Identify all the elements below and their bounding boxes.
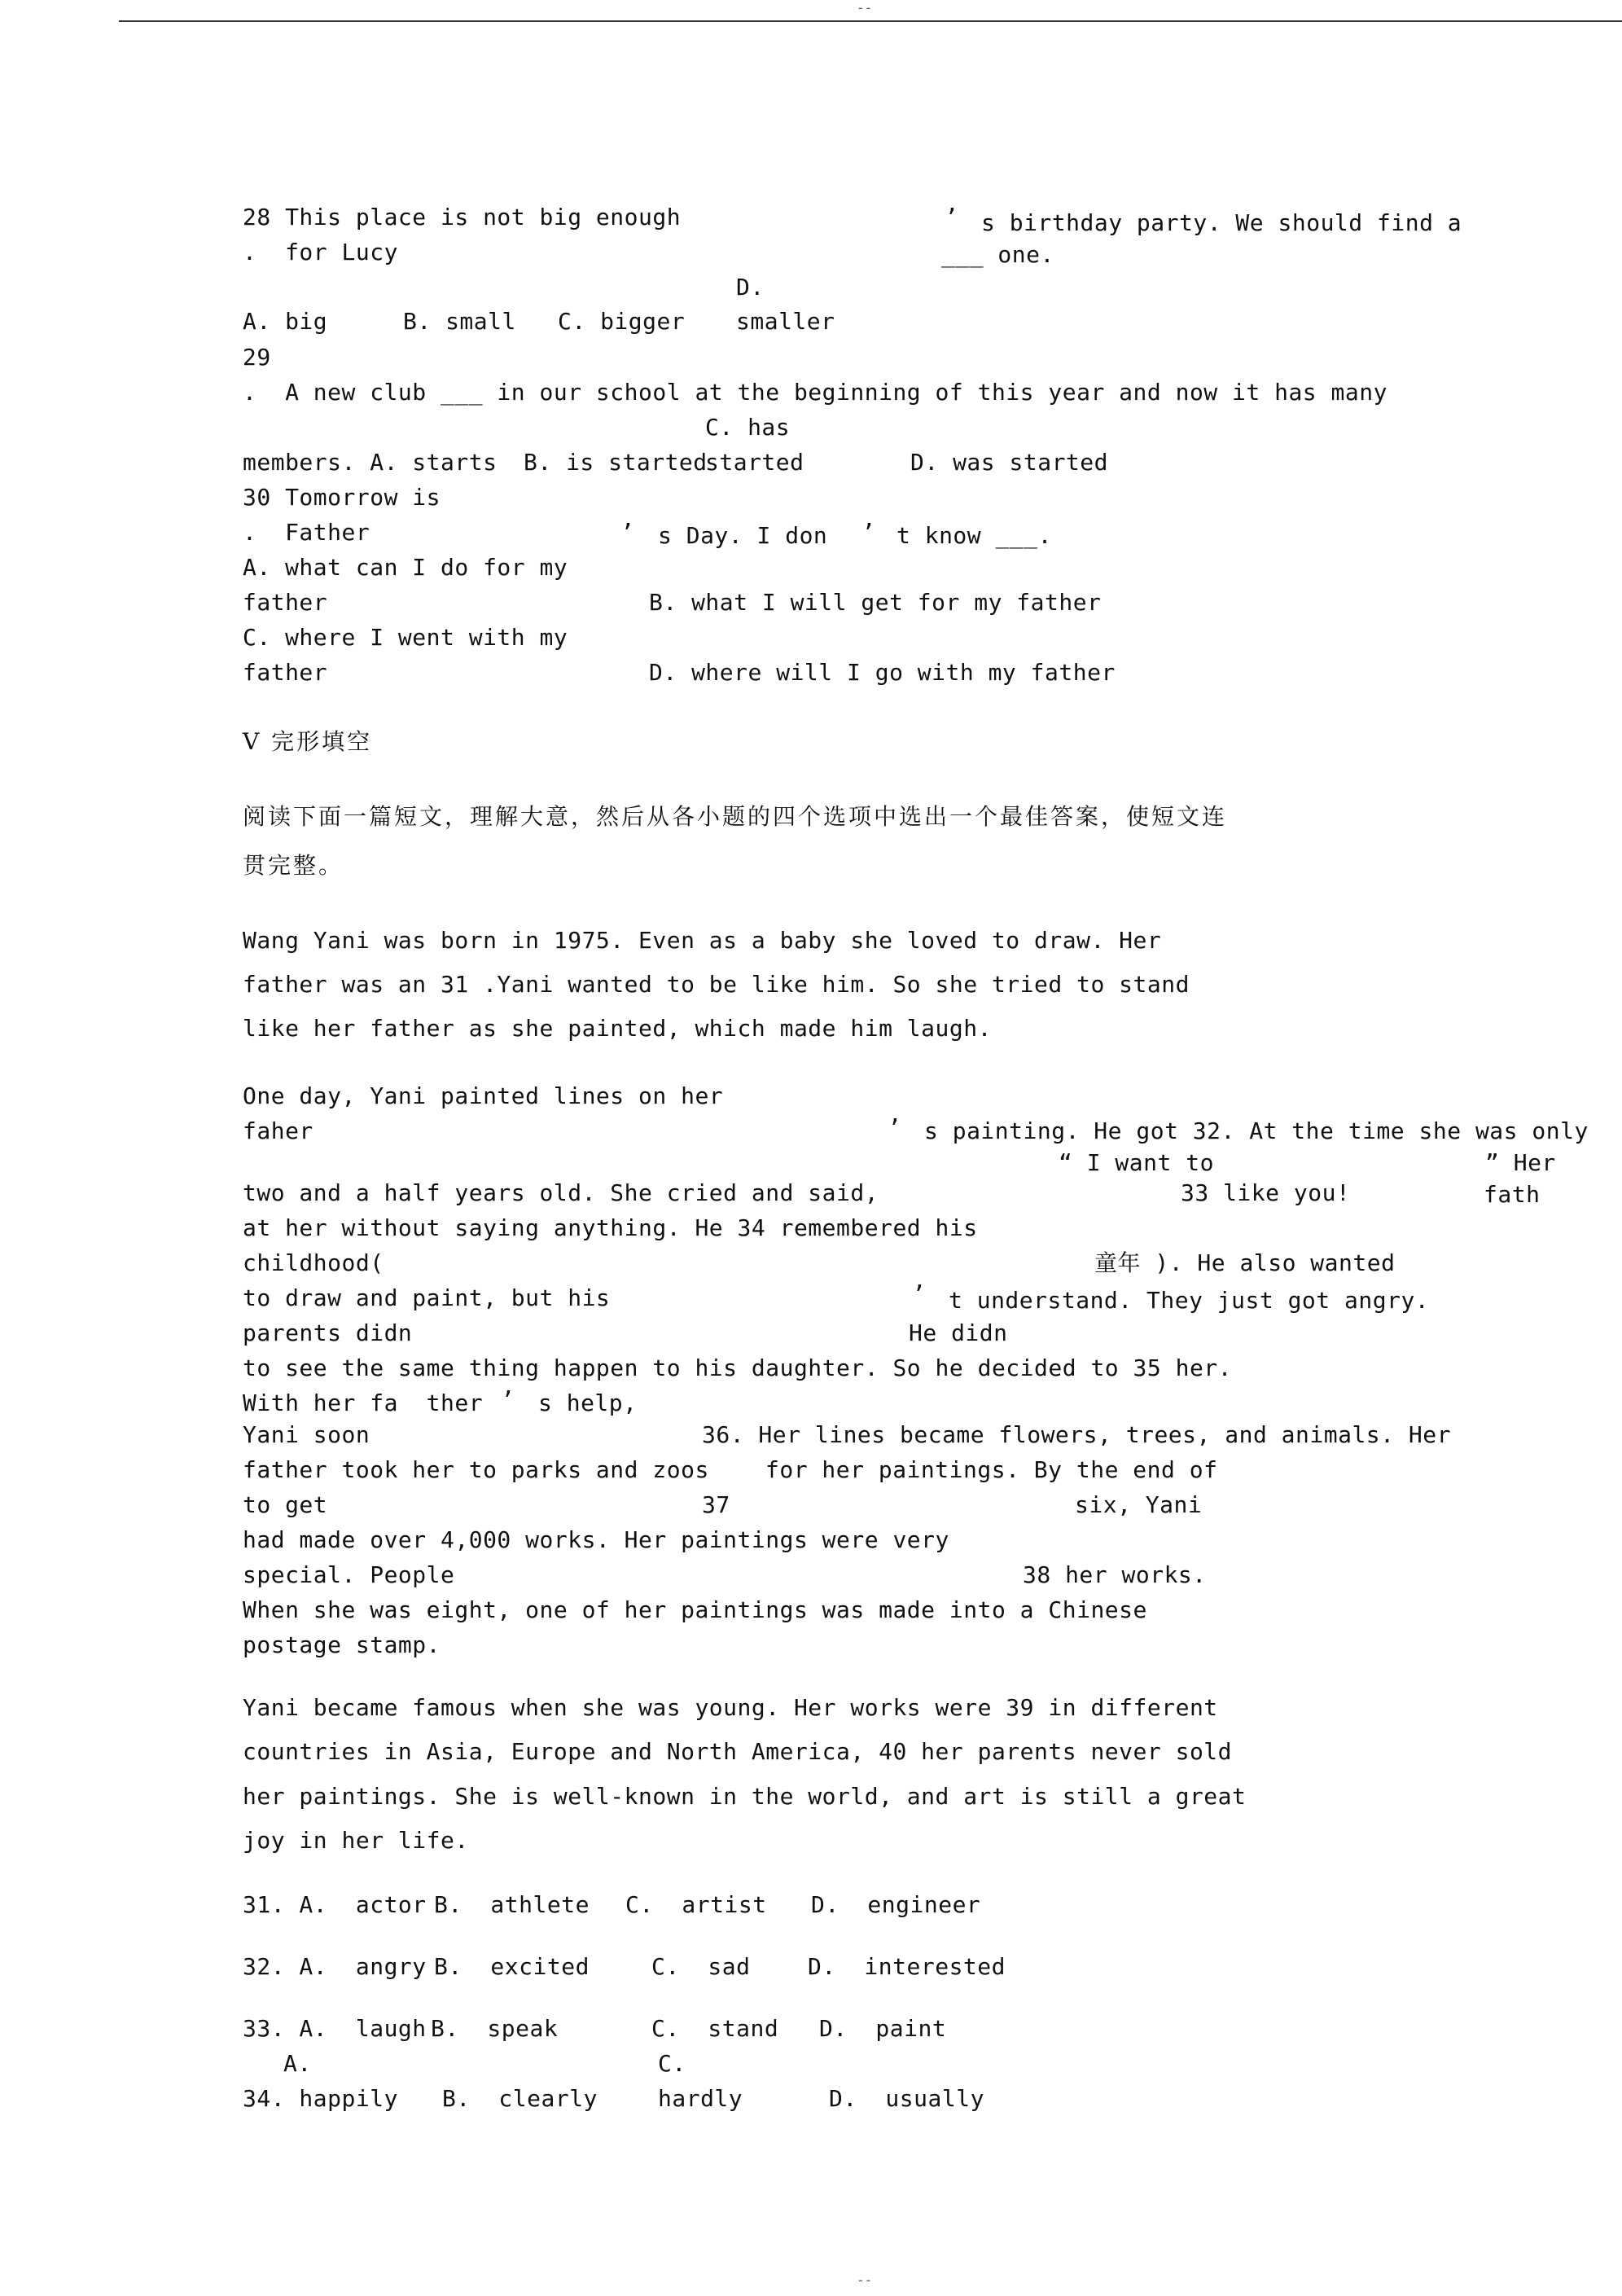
text-line: smaller: [736, 308, 835, 335]
option-line: C. sad: [651, 1953, 751, 1980]
text-line: 29: [243, 344, 271, 371]
passage-line: ’: [501, 1386, 515, 1413]
text-line: A. what can I do for my: [243, 554, 568, 581]
passage-line: six, Yani: [1075, 1491, 1203, 1518]
text-line: A. big: [243, 308, 328, 335]
option-line: D. engineer: [811, 1891, 981, 1918]
passage-line: 36. Her lines became flowers, trees, and animals. Her: [702, 1421, 1451, 1448]
text-line: C. where I went with my: [243, 624, 568, 651]
option-line: C. stand: [651, 2015, 779, 2042]
option-line: 33. A. laugh: [243, 2015, 427, 2042]
passage-line: ’: [912, 1280, 927, 1307]
option-line: B. clearly: [442, 2085, 598, 2112]
passage-line: 37: [702, 1491, 730, 1518]
option-line: C. artist: [625, 1891, 767, 1918]
text-line: D. where will I go with my father: [649, 659, 1116, 686]
passage-line: countries in Asia, Europe and North America, 40 her parents never sold: [243, 1738, 1233, 1765]
text-line: D.: [736, 274, 765, 301]
passage-line: t understand. They just got angry.: [949, 1287, 1430, 1314]
text-line: . for Lucy: [243, 239, 398, 266]
passage-line: ’: [888, 1114, 902, 1141]
passage-line: at her without saying anything. He 34 remembered his: [243, 1214, 978, 1241]
page-marker-top: --: [857, 0, 873, 15]
passage-line: to see the same thing happen to his daughter. So he decided to 35 her.: [243, 1354, 1233, 1381]
text-line: B. what I will get for my father: [649, 589, 1102, 616]
passage-line: Yani soon: [243, 1421, 370, 1448]
text-line: D. was started: [910, 449, 1109, 476]
passage-line: for her paintings. By the end of: [765, 1456, 1218, 1483]
passage-line: special. People: [243, 1561, 455, 1588]
passage-line: had made over 4,000 works. Her paintings were very: [243, 1526, 949, 1553]
text-line: started: [705, 449, 804, 476]
text-line: father: [243, 659, 328, 686]
text-line: members. A. starts: [243, 449, 498, 476]
passage-line: faher: [243, 1117, 313, 1144]
passage-line: One day, Yani painted lines on her: [243, 1082, 724, 1109]
passage-line: childhood(: [243, 1249, 384, 1276]
passage-line: father took her to parks and zoos: [243, 1456, 709, 1483]
option-line: B. athlete: [434, 1891, 590, 1918]
passage-line: s painting. He got 32. At the time she was only: [924, 1117, 1589, 1144]
text-line: C. has: [705, 414, 791, 441]
passage-line: ” Her: [1485, 1149, 1556, 1176]
option-line: 31. A. actor: [243, 1891, 427, 1918]
text-line: ’: [861, 519, 876, 546]
text-line: . A new club ___ in our school at the beginning of this year and now it has many: [243, 379, 1387, 406]
text-line: father: [243, 589, 328, 616]
option-line: 34. happily: [243, 2085, 398, 2112]
option-line: B. speak: [431, 2015, 559, 2042]
passage-line: her paintings. She is well-known in the world, and art is still a great: [243, 1783, 1247, 1810]
option-line: C.: [658, 2050, 686, 2077]
passage-line: like her father as she painted, which made him laugh.: [243, 1015, 992, 1042]
option-line: D. interested: [808, 1953, 1006, 1980]
passage-line: to get: [243, 1491, 328, 1518]
passage-line: When she was eight, one of her paintings was made into a Chinese: [243, 1596, 1147, 1623]
option-line: D. usually: [829, 2085, 984, 2112]
text-line: . Father: [243, 519, 370, 546]
section-heading: V 完形填空: [243, 728, 373, 755]
passage-line: 33 like you!: [1181, 1179, 1351, 1206]
text-line: 30 Tomorrow is: [243, 484, 441, 511]
text-line: ___ one.: [941, 241, 1054, 268]
option-line: 32. A. angry: [243, 1953, 427, 1980]
option-line: A.: [283, 2050, 312, 2077]
text-line: s Day. I don: [658, 522, 828, 549]
passage-line: 童年 ). He also wanted: [1094, 1249, 1396, 1276]
passage-line: fath: [1484, 1181, 1541, 1208]
passage-line: s help,: [538, 1389, 638, 1416]
instruction-line: 贯完整。: [243, 852, 344, 879]
passage-line: two and a half years old. She cried and said,: [243, 1179, 879, 1206]
text-line: s birthday party. We should find a: [981, 209, 1462, 236]
passage-line: 38 her works.: [1023, 1561, 1207, 1588]
option-line: D. paint: [819, 2015, 947, 2042]
text-line: B. small: [403, 308, 516, 335]
text-line: t know ___.: [896, 522, 1052, 549]
page-marker-bottom: --: [857, 2272, 873, 2288]
passage-line: Yani became famous when she was young. Her works were 39 in different: [243, 1694, 1218, 1721]
text-line: ’: [945, 204, 959, 230]
passage-line: joy in her life.: [243, 1827, 469, 1854]
passage-line: With her fa ther: [243, 1389, 484, 1416]
text-line: 28 This place is not big enough: [243, 204, 682, 230]
passage-line: postage stamp.: [243, 1631, 441, 1658]
option-line: B. excited: [434, 1953, 590, 1980]
passage-line: father was an 31 .Yani wanted to be like him. So she tried to stand: [243, 971, 1190, 998]
option-line: hardly: [658, 2085, 743, 2112]
passage-line: Wang Yani was born in 1975. Even as a baby she loved to draw. Her: [243, 927, 1162, 954]
passage-line: He didn: [909, 1319, 1008, 1346]
text-line: C. bigger: [558, 308, 686, 335]
passage-line: “ I want to: [1059, 1149, 1214, 1176]
top-rule: [119, 20, 1622, 22]
passage-line: to draw and paint, but his: [243, 1284, 611, 1311]
instruction-line: 阅读下面一篇短文，理解大意，然后从各小题的四个选项中选出一个最佳答案，使短文连: [243, 803, 1228, 830]
passage-line: parents didn: [243, 1319, 413, 1346]
text-line: ’: [620, 519, 635, 546]
text-line: B. is started: [524, 449, 708, 476]
